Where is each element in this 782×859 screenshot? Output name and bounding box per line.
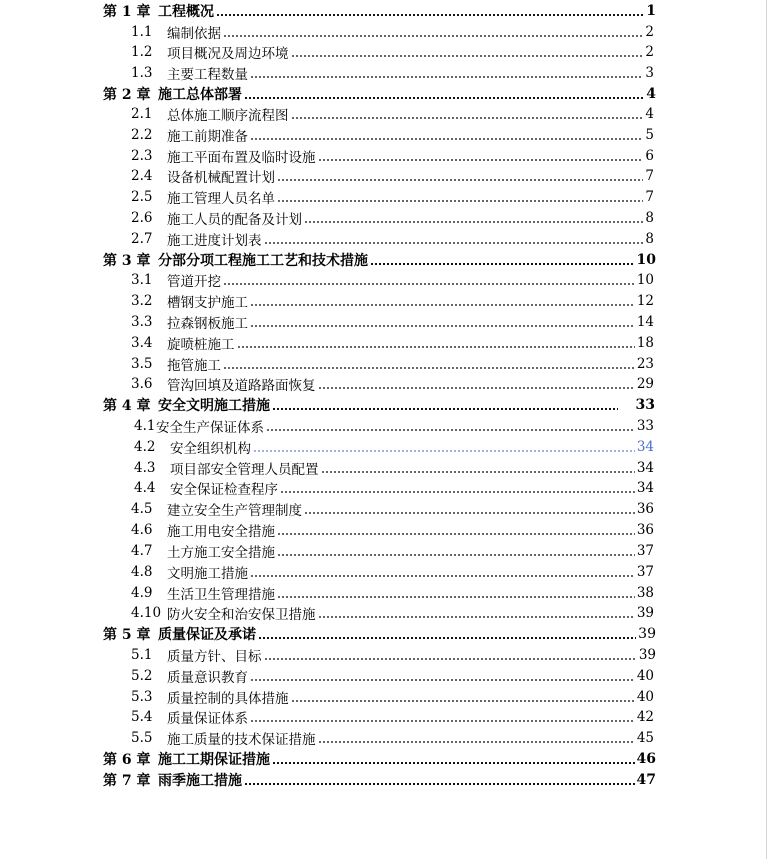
toc-page-number: 14: [636, 314, 654, 330]
toc-section-title: 施工管理人员名单: [167, 191, 275, 207]
toc-section-2-2[interactable]: [131, 125, 654, 145]
toc-section-2-6[interactable]: [131, 208, 654, 228]
toc-chapter-7[interactable]: [103, 770, 656, 790]
toc-section-number: 3.6: [131, 376, 153, 392]
toc-section-1-1[interactable]: [131, 22, 654, 42]
toc-page-number: 39: [638, 626, 656, 642]
toc-section-title: 项目概况及周边环境: [167, 46, 289, 62]
toc-section-number: 2.3: [131, 148, 153, 164]
toc-dot-leader: [370, 263, 635, 265]
toc-section-title: 槽钢支护施工: [167, 295, 248, 311]
toc-page-number: 6: [645, 148, 654, 164]
toc-section-title: 管道开挖: [167, 274, 221, 290]
toc-dot-leader: [250, 138, 643, 140]
toc-section-number: 5.2: [131, 668, 153, 684]
toc-page-number: 36: [636, 522, 654, 538]
toc-section-5-4[interactable]: [131, 707, 654, 727]
toc-chapter-number: 第 2 章: [103, 87, 151, 103]
toc-section-number: 3.4: [131, 335, 153, 351]
toc-dot-leader: [250, 575, 635, 577]
toc-section-4-3[interactable]: [134, 458, 654, 478]
toc-section-1-3[interactable]: [131, 63, 654, 83]
toc-page-number: 4: [646, 86, 656, 102]
toc-section-number: 4.10: [131, 605, 162, 621]
toc-section-title: 建立安全生产管理制度: [167, 503, 302, 519]
toc-section-title: 质量保证体系: [167, 711, 248, 727]
toc-dot-leader: [250, 304, 635, 306]
toc-chapter-number: 第 1 章: [103, 4, 151, 20]
toc-page-number: 45: [636, 730, 654, 746]
toc-section-number: 5.3: [131, 689, 153, 705]
toc-chapter-1[interactable]: [103, 1, 656, 21]
toc-section-title: 施工用电安全措施: [167, 524, 275, 540]
toc-page-number: 18: [636, 335, 654, 351]
toc-chapter-title: 雨季施工措施: [158, 773, 242, 789]
toc-page-number: 8: [645, 210, 654, 226]
toc-page-number: 7: [645, 168, 654, 184]
toc-dot-leader: [264, 658, 637, 660]
toc-section-3-6[interactable]: [131, 374, 654, 394]
toc-page-number: 38: [636, 585, 654, 601]
toc-section-title: 安全组织机构: [170, 441, 251, 457]
toc-section-title: 质量控制的具体措施: [167, 691, 289, 707]
toc-section-number: 5.5: [131, 730, 153, 746]
toc-section-number: 4.8: [131, 564, 153, 580]
toc-section-3-5[interactable]: [131, 354, 654, 374]
toc-dot-leader: [223, 367, 635, 369]
toc-section-4-7[interactable]: [131, 541, 654, 561]
toc-dot-leader: [253, 450, 635, 452]
toc-section-number: 2.5: [131, 189, 153, 205]
toc-section-title: 总体施工顺序流程图: [167, 108, 289, 124]
toc-section-4-2[interactable]: [134, 437, 654, 457]
toc-section-number: 2.1: [131, 106, 153, 122]
toc-section-2-7[interactable]: [131, 229, 654, 249]
toc-chapter-title: 安全文明施工措施: [158, 398, 270, 414]
toc-dot-leader: [280, 491, 635, 493]
toc-chapter-number: 第 7 章: [103, 773, 151, 789]
toc-section-number: 4.5: [131, 501, 153, 517]
toc-section-4-6[interactable]: [131, 520, 654, 540]
toc-section-3-2[interactable]: [131, 291, 654, 311]
toc-chapter-title: 施工总体部署: [158, 87, 242, 103]
toc-chapter-5[interactable]: [103, 624, 656, 644]
toc-page-number: 1: [646, 3, 656, 19]
toc-page-number: 7: [645, 189, 654, 205]
toc-section-number: 5.1: [131, 647, 153, 663]
toc-section-title: 施工质量的技术保证措施: [167, 732, 316, 748]
toc-dot-leader: [318, 616, 635, 618]
toc-section-title: 管沟回填及道路路面恢复: [167, 378, 316, 394]
toc-section-number: 4.3: [134, 460, 156, 476]
toc-section-5-3[interactable]: [131, 687, 654, 707]
toc-page-number: 5: [645, 127, 654, 143]
toc-dot-leader: [318, 387, 635, 389]
toc-section-4-8[interactable]: [131, 562, 654, 582]
toc-dot-leader: [277, 179, 643, 181]
toc-page-number: 29: [636, 376, 654, 392]
toc-section-number: 3.2: [131, 293, 153, 309]
toc-section-title: 主要工程数量: [167, 67, 248, 83]
toc-section-4-10[interactable]: [131, 603, 654, 623]
toc-section-number: 3.3: [131, 314, 153, 330]
toc-dot-leader: [244, 783, 635, 785]
toc-page-number: 33: [636, 418, 654, 434]
toc-section-title: 施工人员的配备及计划: [167, 212, 302, 228]
toc-chapter-number: 第 5 章: [103, 627, 151, 643]
toc-section-5-1[interactable]: [131, 645, 656, 665]
toc-dot-leader: [277, 554, 635, 556]
toc-page-number: 47: [636, 772, 656, 788]
toc-section-number: 5.4: [131, 709, 153, 725]
toc-section-number: 4.6: [131, 522, 153, 538]
toc-dot-leader: [250, 325, 635, 327]
toc-section-title: 拖管施工: [167, 358, 221, 374]
toc-section-3-3[interactable]: [131, 312, 654, 332]
toc-page-number: 42: [636, 709, 654, 725]
toc-page-number: 34: [636, 480, 654, 496]
toc-dot-leader: [258, 637, 636, 639]
toc-section-4-1[interactable]: [134, 416, 654, 436]
toc-section-title: 旋喷桩施工: [167, 337, 235, 353]
toc-chapter-3[interactable]: [103, 250, 656, 270]
toc-dot-leader: [321, 471, 635, 473]
toc-section-number: 2.2: [131, 127, 153, 143]
toc-section-number: 2.4: [131, 168, 153, 184]
toc-dot-leader: [244, 97, 644, 99]
toc-section-4-5[interactable]: [131, 499, 654, 519]
toc-dot-leader: [318, 741, 635, 743]
toc-section-number: 2.7: [131, 231, 153, 247]
toc-section-title: 质量方针、目标: [167, 649, 262, 665]
toc-chapter-title: 施工工期保证措施: [158, 752, 270, 768]
toc-page-number: 37: [636, 543, 654, 559]
toc-chapter-number: 第 4 章: [103, 398, 151, 414]
toc-page-number: 12: [636, 293, 654, 309]
toc-section-number: 4.7: [131, 543, 153, 559]
toc-section-3-4[interactable]: [131, 333, 654, 353]
toc-page-number: 37: [636, 564, 654, 580]
toc-section-number: 4.4: [134, 480, 156, 496]
toc-section-title: 设备机械配置计划: [167, 170, 275, 186]
toc-dot-leader: [277, 200, 643, 202]
toc-dot-leader: [264, 242, 644, 244]
toc-section-title: 质量意识教育: [167, 670, 248, 686]
toc-chapter-number: 第 6 章: [103, 752, 151, 768]
toc-section-number: 3.5: [131, 356, 153, 372]
toc-section-number: 4.1: [134, 418, 156, 434]
toc-section-2-3[interactable]: [131, 146, 654, 166]
toc-section-number: 2.6: [131, 210, 153, 226]
toc-section-number: 4.2: [134, 439, 156, 455]
toc-page-number: 34: [636, 439, 654, 455]
toc-page-number: 3: [645, 65, 654, 81]
toc-section-3-1[interactable]: [131, 270, 654, 290]
toc-page-number: 2: [645, 44, 654, 60]
toc-section-title: 项目部安全管理人员配置: [170, 462, 319, 478]
toc-dot-leader: [277, 533, 635, 535]
toc-page-number: 40: [636, 668, 654, 684]
toc-dot-leader: [272, 762, 635, 764]
toc-section-title: 施工前期准备: [167, 129, 248, 145]
toc-section-5-5[interactable]: [131, 728, 654, 748]
toc-section-5-2[interactable]: [131, 666, 654, 686]
toc-section-title: 文明施工措施: [167, 566, 248, 582]
toc-dot-leader: [250, 720, 635, 722]
toc-page-number: 10: [636, 252, 656, 268]
toc-page-number: 23: [636, 356, 654, 372]
toc-chapter-number: 第 3 章: [103, 253, 151, 269]
toc-dot-leader: [272, 408, 618, 410]
toc-section-2-1[interactable]: [131, 104, 654, 124]
toc-section-number: 1.1: [131, 24, 153, 40]
toc-dot-leader: [266, 429, 635, 431]
toc-section-title: 土方施工安全措施: [167, 545, 275, 561]
toc-section-title: 施工平面布置及临时设施: [167, 150, 316, 166]
toc-section-4-4[interactable]: [134, 478, 654, 498]
toc-section-title: 生活卫生管理措施: [167, 587, 275, 603]
toc-section-1-2[interactable]: [131, 42, 654, 62]
toc-page-number: 33: [635, 397, 655, 413]
toc-section-title: 编制依据: [167, 26, 221, 42]
toc-section-title: 施工进度计划表: [167, 233, 262, 249]
toc-dot-leader: [291, 117, 644, 119]
toc-chapter-6[interactable]: [103, 749, 656, 769]
toc-page-number: 4: [645, 106, 654, 122]
page-edge-divider: [766, 0, 767, 859]
toc-dot-leader: [223, 283, 635, 285]
toc-dot-leader: [216, 14, 644, 16]
toc-section-title: 安全生产保证体系: [156, 420, 264, 436]
toc-dot-leader: [318, 159, 644, 161]
toc-section-2-5[interactable]: [131, 187, 654, 207]
toc-page-number: 39: [638, 647, 656, 663]
toc-page-number: 36: [636, 501, 654, 517]
toc-section-number: 4.9: [131, 585, 153, 601]
toc-section-title: 防火安全和治安保卫措施: [167, 607, 316, 623]
toc-section-2-4[interactable]: [131, 166, 654, 186]
toc-page-number: 46: [636, 751, 656, 767]
toc-dot-leader: [304, 221, 643, 223]
toc-dot-leader: [250, 76, 643, 78]
toc-section-number: 3.1: [131, 272, 153, 288]
toc-section-number: 1.3: [131, 65, 153, 81]
toc-page-number: 40: [636, 689, 654, 705]
toc-section-number: 1.2: [131, 44, 153, 60]
toc-section-4-9[interactable]: [131, 583, 654, 603]
toc-chapter-4[interactable]: [103, 395, 655, 415]
toc-page-number: 2: [645, 24, 654, 40]
toc-dot-leader: [304, 512, 635, 514]
toc-page-number: 10: [636, 272, 654, 288]
toc-page-number: 34: [636, 460, 654, 476]
toc-dot-leader: [250, 679, 635, 681]
toc-dot-leader: [291, 55, 644, 57]
toc-section-title: 安全保证检查程序: [170, 482, 278, 498]
toc-chapter-title: 质量保证及承诺: [158, 627, 256, 643]
toc-chapter-title: 分部分项工程施工工艺和技术措施: [158, 253, 368, 269]
toc-section-title: 拉森钢板施工: [167, 316, 248, 332]
toc-dot-leader: [223, 35, 643, 37]
toc-page-number: 39: [636, 605, 654, 621]
toc-dot-leader: [277, 596, 635, 598]
toc-page-number: 8: [645, 231, 654, 247]
toc-dot-leader: [291, 700, 635, 702]
toc-chapter-2[interactable]: [103, 84, 656, 104]
toc-dot-leader: [237, 346, 635, 348]
toc-chapter-title: 工程概况: [158, 4, 214, 20]
